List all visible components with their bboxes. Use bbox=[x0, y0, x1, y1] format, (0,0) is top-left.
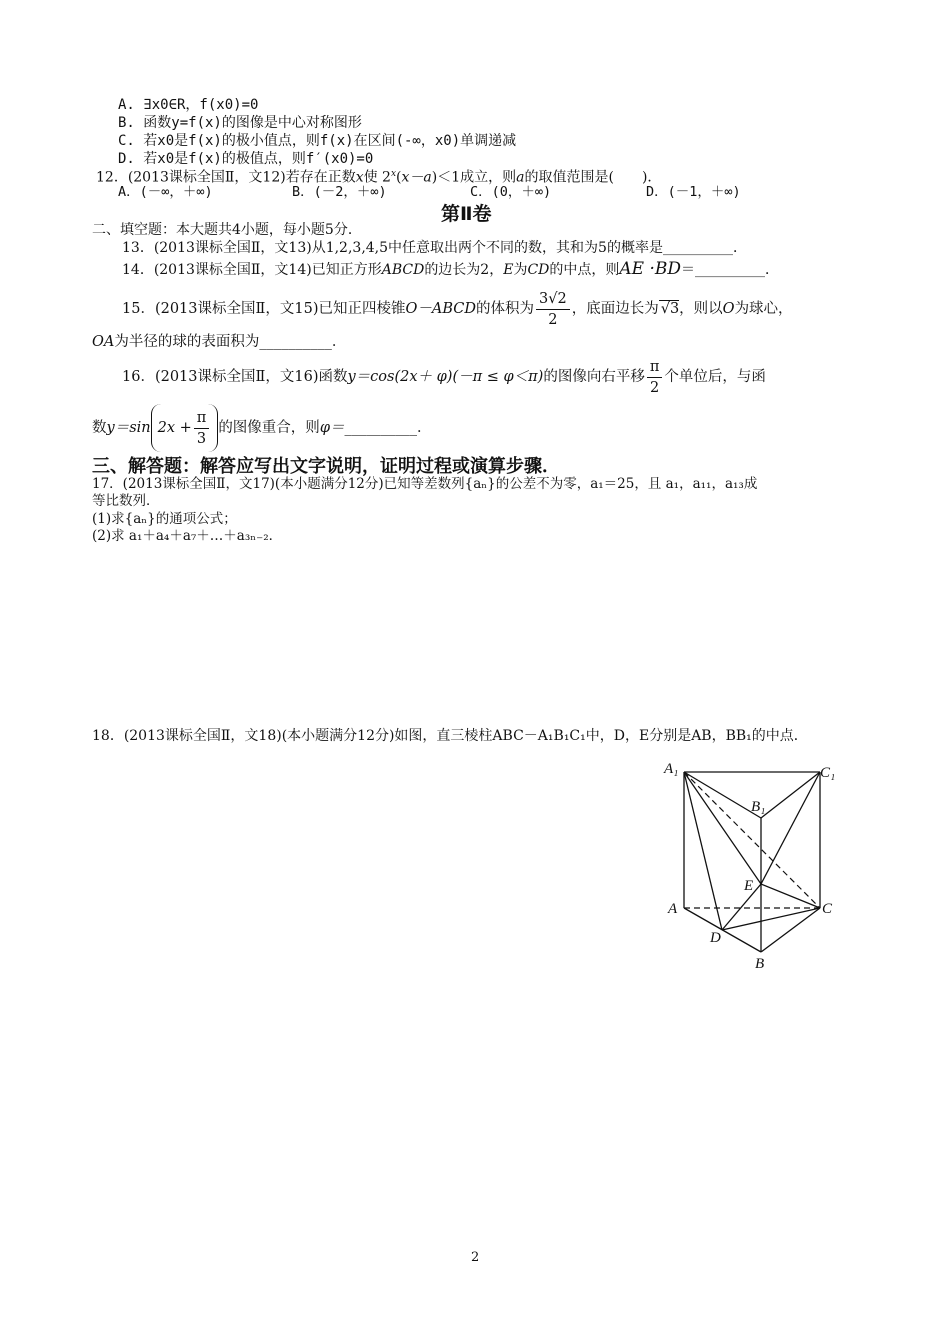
q18-text: 18．(2013课标全国Ⅱ，文18)(本小题满分12分)如图，直三棱柱ABC－A₁B₁C₁中，D，E分别是AB，BB₁的中点． bbox=[92, 728, 808, 744]
q17-part2: (2)求 a₁＋a₄＋a₇＋…＋a₃ₙ₋₂． bbox=[92, 528, 283, 544]
label-b1: B₁ bbox=[751, 799, 766, 815]
q12-stem: 12．(2013课标全国Ⅱ，文12)若存在正数x使 $2^x(x-a)<1$成立，则a的取值范围是( )． bbox=[96, 169, 662, 186]
q11-option-d: D. 若x0是f(x)的极值点，则f′(x0)=0 bbox=[118, 151, 374, 167]
q15-text: 15．(2013课标全国Ⅱ，文15)已知正四棱锥O－ABCD的体积为 $\frac{3√2}{2}$ ，底面边长为 √3，则以O为球心， bbox=[122, 290, 793, 328]
q11-option-c: C. 若x0是f(x)的极小值点，则f(x)在区间(-∞，x0)单调递减 bbox=[118, 133, 517, 149]
q13-text: 13．(2013课标全国Ⅱ，文13)从1,2,3,4,5中任意取出两个不同的数，其和为5的概率是__________． bbox=[122, 240, 747, 256]
q17-part1: (1)求{aₙ}的通项公式； bbox=[92, 511, 237, 527]
label-e: E bbox=[744, 878, 754, 894]
part2-title: 第Ⅱ卷 bbox=[441, 203, 492, 225]
q17-line2: 等比数列． bbox=[92, 493, 160, 509]
segment-a1-e bbox=[684, 772, 761, 884]
label-d: D bbox=[710, 930, 721, 946]
q11-option-b: B. 函数y=f(x)的图像是中心对称图形 bbox=[118, 115, 362, 131]
q16-inner-fraction: $\frac{\pi}{3}$ bbox=[194, 408, 210, 449]
q16-text-line2: 数y＝sin 2x + $\frac{\pi}{3}$ 的图像重合，则φ＝__________． bbox=[92, 404, 431, 452]
q16-fraction: $\frac{\pi}{2}$ bbox=[647, 357, 663, 398]
q12-option-b: B．(－2，＋∞) bbox=[292, 184, 387, 200]
label-a: A bbox=[668, 901, 678, 917]
prism-figure bbox=[660, 756, 860, 971]
q15-text-line2: OA为半径的球的表面积为__________． bbox=[92, 334, 347, 350]
segment-c1-e bbox=[761, 772, 820, 884]
edge-b1-c1 bbox=[761, 772, 820, 818]
fill-heading: 二、填空题：本大题共4小题，每小题5分． bbox=[92, 222, 362, 238]
q12-option-c: C．(0，＋∞) bbox=[470, 184, 552, 200]
q16-paren-expression: 2x + $\frac{\pi}{3}$ bbox=[151, 404, 219, 452]
q15-fraction: $\frac{3√2}{2}$ bbox=[536, 289, 570, 330]
label-b: B bbox=[755, 956, 765, 971]
segment-a1-d bbox=[684, 772, 722, 930]
q17-line1: 17．(2013课标全国Ⅱ，文17)(本小题满分12分)已知等差数列{aₙ}的公差不为零，a₁＝25，且 a₁，a₁₁，a₁₃成 bbox=[92, 476, 758, 492]
q12-option-a: A．(－∞，＋∞) bbox=[118, 184, 213, 200]
q12-option-d: D．(－1，＋∞) bbox=[646, 184, 741, 200]
label-c1: C₁ bbox=[820, 765, 836, 781]
page-number: 2 bbox=[471, 1250, 480, 1265]
q14-text: 14．(2013课标全国Ⅱ，文14)已知正方形ABCD的边长为2，E为CD的中点，则AE ·BD＝__________． bbox=[122, 259, 780, 279]
segment-e-c bbox=[761, 884, 820, 908]
label-c: C bbox=[822, 901, 833, 917]
solve-heading: 三、解答题：解答应写出文字说明，证明过程或演算步骤． bbox=[92, 456, 560, 477]
label-a1: A₁ bbox=[664, 761, 679, 777]
q16-text: 16．(2013课标全国Ⅱ，文16)函数y＝cos(2x＋ φ)(－π ≤ φ＜π)的图像向右平移 $\frac{\pi}{2}$ 个单位后，与函 bbox=[122, 358, 766, 396]
q11-option-a: A. ∃x0∈R，f(x0)=0 bbox=[118, 97, 259, 113]
